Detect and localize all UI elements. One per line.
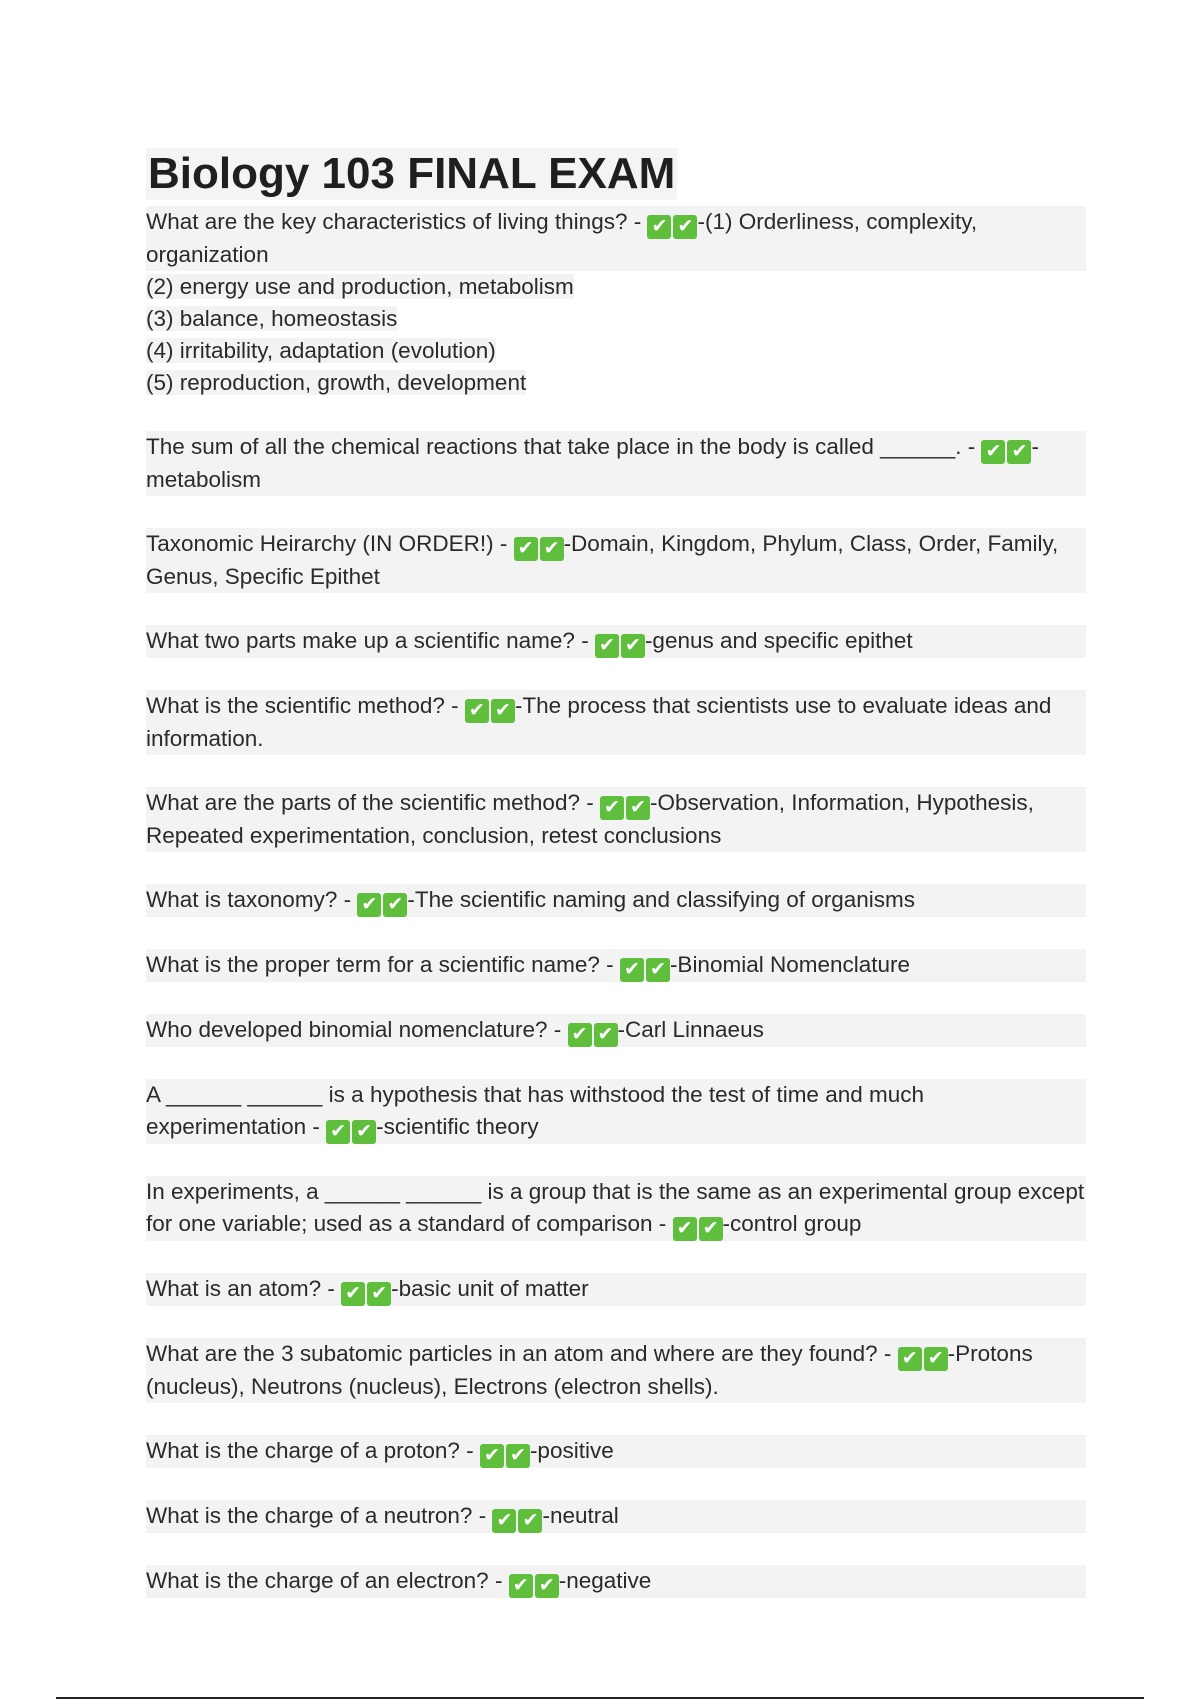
check-mark-icon: ✔ xyxy=(465,699,489,723)
qa-list xyxy=(146,206,1086,1598)
check-mark-icon: ✔ xyxy=(514,537,538,561)
qa-first-line xyxy=(146,1338,1086,1403)
check-mark-icon: ✔ xyxy=(352,1120,376,1144)
check-mark-icon: ✔ xyxy=(506,1444,530,1468)
qa-first-line xyxy=(146,949,1086,982)
check-mark-icon: ✔ xyxy=(367,1282,391,1306)
answer-line: (2) energy use and production, metabolism xyxy=(146,274,574,299)
qa-first-line xyxy=(146,1500,1086,1533)
question-text: The sum of all the chemical reactions that take place in the body is called ______. - xyxy=(146,434,982,459)
check-mark-icon: ✔ xyxy=(357,893,381,917)
qa-first-line xyxy=(146,884,1086,917)
qa-item xyxy=(146,206,1086,399)
qa-item xyxy=(146,1273,1086,1306)
qa-item xyxy=(146,1014,1086,1047)
qa-item xyxy=(146,690,1086,755)
answer-text: -Protons (nucleus), Neutrons (nucleus), Electrons (electron shells). xyxy=(146,1341,1033,1399)
answer-text: -Carl Linnaeus xyxy=(617,1017,764,1042)
answer-text: -scientific theory xyxy=(376,1114,539,1139)
check-mark-icon: ✔ xyxy=(699,1217,723,1241)
qa-first-line xyxy=(146,625,1086,658)
qa-first-line xyxy=(146,787,1086,852)
answer-line-row xyxy=(146,335,1086,367)
check-mark-icon: ✔ xyxy=(621,634,645,658)
answer-text: -negative xyxy=(558,1568,652,1593)
check-mark-icon: ✔ xyxy=(491,699,515,723)
question-text: What is taxonomy? - xyxy=(146,887,358,912)
qa-item xyxy=(146,884,1086,917)
check-mark-icon: ✔ xyxy=(326,1120,350,1144)
check-mark-icon: ✔ xyxy=(898,1347,922,1371)
answer-line: (3) balance, homeostasis xyxy=(146,306,398,331)
check-mark-icon: ✔ xyxy=(924,1347,948,1371)
answer-line-row xyxy=(146,367,1086,399)
qa-item xyxy=(146,1176,1086,1241)
question-text: Taxonomic Heirarchy (IN ORDER!) - xyxy=(146,531,514,556)
question-text: What are the parts of the scientific method? - xyxy=(146,790,600,815)
answer-line: (4) irritability, adaptation (evolution) xyxy=(146,338,496,363)
qa-first-line xyxy=(146,1176,1086,1241)
answer-text: -Observation, Information, Hypothesis, Repeated experimentation, conclusion, retest conclusions xyxy=(146,790,1034,848)
question-text: What is the charge of a proton? - xyxy=(146,1438,480,1463)
qa-first-line xyxy=(146,1565,1086,1598)
check-mark-icon: ✔ xyxy=(492,1509,516,1533)
qa-item xyxy=(146,1565,1086,1598)
qa-item xyxy=(146,1435,1086,1468)
qa-item xyxy=(146,1079,1086,1144)
check-mark-icon: ✔ xyxy=(509,1574,533,1598)
check-mark-icon: ✔ xyxy=(518,1509,542,1533)
qa-item xyxy=(146,528,1086,593)
answer-text: -Domain, Kingdom, Phylum, Class, Order, Family, Genus, Specific Epithet xyxy=(146,531,1059,589)
qa-item xyxy=(146,787,1086,852)
check-mark-icon: ✔ xyxy=(341,1282,365,1306)
answer-text: -(1) Orderliness, complexity, organization xyxy=(146,209,978,267)
question-text: What is the scientific method? - xyxy=(146,693,465,718)
qa-first-line xyxy=(146,431,1086,496)
check-mark-icon: ✔ xyxy=(647,215,671,239)
check-mark-icon: ✔ xyxy=(594,1023,618,1047)
qa-first-line xyxy=(146,1273,1086,1306)
check-mark-icon: ✔ xyxy=(540,537,564,561)
qa-first-line xyxy=(146,1079,1086,1144)
check-mark-icon: ✔ xyxy=(673,215,697,239)
check-mark-icon: ✔ xyxy=(1007,440,1031,464)
qa-item xyxy=(146,625,1086,658)
question-text: In experiments, a ______ ______ is a group that is the same as an experimental group except for one variable; used as a standard of comparison - xyxy=(146,1179,1085,1236)
question-text: A ______ ______ is a hypothesis that has withstood the test of time and much experimentation - xyxy=(146,1082,925,1139)
answer-text: -The scientific naming and classifying of organisms xyxy=(407,887,916,912)
answer-text: -positive xyxy=(529,1438,614,1463)
question-text: Who developed binomial nomenclature? - xyxy=(146,1017,568,1042)
document-content xyxy=(146,148,1086,1630)
qa-first-line xyxy=(146,206,1086,271)
qa-item xyxy=(146,1338,1086,1403)
answer-line: (5) reproduction, growth, development xyxy=(146,370,527,395)
check-mark-icon: ✔ xyxy=(595,634,619,658)
question-text: What two parts make up a scientific name? - xyxy=(146,628,595,653)
page-title: Biology 103 FINAL EXAM xyxy=(148,149,676,198)
qa-first-line xyxy=(146,1435,1086,1468)
question-text: What are the key characteristics of living things? - xyxy=(146,209,648,234)
answer-line-row xyxy=(146,271,1086,303)
check-mark-icon: ✔ xyxy=(535,1574,559,1598)
question-text: What is the proper term for a scientific name? - xyxy=(146,952,620,977)
qa-item xyxy=(146,431,1086,496)
answer-text: -neutral xyxy=(542,1503,619,1528)
question-text: What is the charge of a neutron? - xyxy=(146,1503,493,1528)
qa-first-line xyxy=(146,690,1086,755)
qa-item xyxy=(146,949,1086,982)
footer-rule xyxy=(56,1697,1144,1699)
answer-text: -genus and specific epithet xyxy=(644,628,913,653)
answer-line-row xyxy=(146,303,1086,335)
qa-first-line xyxy=(146,528,1086,593)
check-mark-icon: ✔ xyxy=(600,796,624,820)
check-mark-icon: ✔ xyxy=(981,440,1005,464)
question-text: What is an atom? - xyxy=(146,1276,342,1301)
check-mark-icon: ✔ xyxy=(646,958,670,982)
qa-first-line xyxy=(146,1014,1086,1047)
answer-text: -control group xyxy=(722,1211,862,1236)
answer-text: -metabolism xyxy=(146,434,1039,492)
answer-text: -The process that scientists use to evaluate ideas and information. xyxy=(146,693,1052,751)
check-mark-icon: ✔ xyxy=(568,1023,592,1047)
answer-text: -Binomial Nomenclature xyxy=(669,952,911,977)
check-mark-icon: ✔ xyxy=(383,893,407,917)
check-mark-icon: ✔ xyxy=(673,1217,697,1241)
answer-text: -basic unit of matter xyxy=(391,1276,589,1301)
check-mark-icon: ✔ xyxy=(480,1444,504,1468)
check-mark-icon: ✔ xyxy=(626,796,650,820)
question-text: What is the charge of an electron? - xyxy=(146,1568,509,1593)
check-mark-icon: ✔ xyxy=(620,958,644,982)
qa-item xyxy=(146,1500,1086,1533)
question-text: What are the 3 subatomic particles in an atom and where are they found? - xyxy=(146,1341,898,1366)
